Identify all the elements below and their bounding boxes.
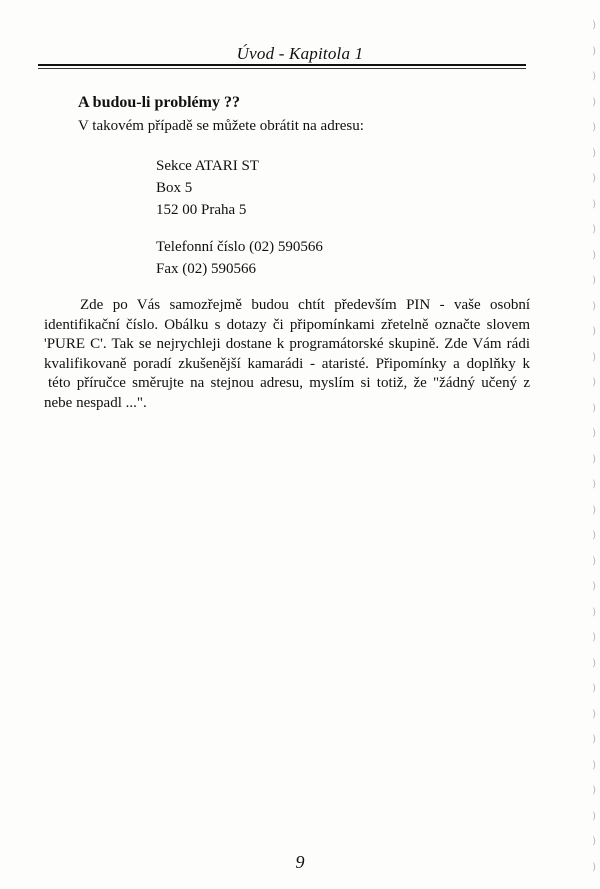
binding-tick: ) (592, 122, 596, 133)
binding-tick: ) (592, 147, 596, 159)
binding-tick: ) (592, 530, 596, 541)
intro-line: V takovém případě se můžete obrátit na adresu: (78, 118, 364, 134)
binding-tick: ) (592, 351, 596, 363)
binding-tick: ) (592, 275, 596, 286)
binding-tick: ) (592, 377, 596, 388)
binding-tick: ) (592, 785, 596, 796)
postal-address (156, 155, 259, 221)
binding-tick: ) (592, 657, 596, 669)
address-line: Sekce ATARI ST (156, 158, 259, 174)
binding-tick: ) (592, 71, 596, 82)
paragraph-line: této příručce směrujte na stejnou adresu, myslím si totiž, že "žádný učený z (48, 375, 530, 391)
paragraph-line: Zde po Vás samozřejmě budou chtít především PIN - vaše osobní (80, 297, 530, 313)
binding-tick: ) (592, 249, 596, 261)
contact-block (156, 236, 323, 280)
page-number: 9 (295, 852, 305, 872)
paragraph-line: identifikační číslo. Obálku s dotazy či připomínkami zřetelně označte slovem (44, 316, 530, 333)
binding-tick: ) (592, 20, 596, 31)
binding-tick: ) (592, 810, 596, 822)
binding-tick: ) (592, 402, 596, 414)
binding-tick: ) (592, 504, 596, 516)
binding-tick: ) (592, 759, 596, 771)
binding-tick: ) (592, 734, 596, 745)
binding-tick: ) (592, 836, 596, 847)
section-heading: A budou-li problémy ?? (78, 94, 240, 111)
binding-tick: ) (592, 606, 596, 618)
binding-tick: ) (592, 173, 596, 184)
binding-tick: ) (592, 453, 596, 465)
binding-tick: ) (592, 555, 596, 567)
address-line: Box 5 (156, 180, 193, 196)
binding-tick: ) (592, 632, 596, 643)
phone-line: Telefonní číslo (02) 590566 (156, 239, 323, 255)
binding-tick: ) (592, 96, 596, 108)
header-rule-secondary (38, 68, 526, 69)
binding-tick: ) (592, 198, 596, 210)
binding-tick: ) (592, 708, 596, 720)
header-rule (38, 64, 526, 66)
binding-tick: ) (592, 224, 596, 235)
binding-tick: ) (592, 683, 596, 694)
fax-line: Fax (02) 590566 (156, 261, 256, 277)
binding-edge-marks (586, 20, 600, 880)
chapter-header: Úvod - Kapitola 1 (236, 44, 364, 63)
paragraph-line: 'PURE C'. Tak se nejrychleji dostane k programátorské skupině. Zde Vám rádi (44, 336, 530, 352)
binding-tick: ) (592, 861, 596, 873)
binding-tick: ) (592, 326, 596, 337)
binding-tick: ) (592, 300, 596, 312)
address-line: 152 00 Praha 5 (156, 202, 247, 218)
binding-tick: ) (592, 428, 596, 439)
binding-tick: ) (592, 45, 596, 57)
paragraph-line: nebe nespadl ...". (44, 394, 147, 411)
paragraph-line: kvalifikovaně poradí zkušenější kamarádi - ataristé. Připomínky a doplňky k (44, 355, 530, 372)
body-paragraph (44, 296, 530, 413)
binding-tick: ) (592, 581, 596, 592)
binding-tick: ) (592, 479, 596, 490)
